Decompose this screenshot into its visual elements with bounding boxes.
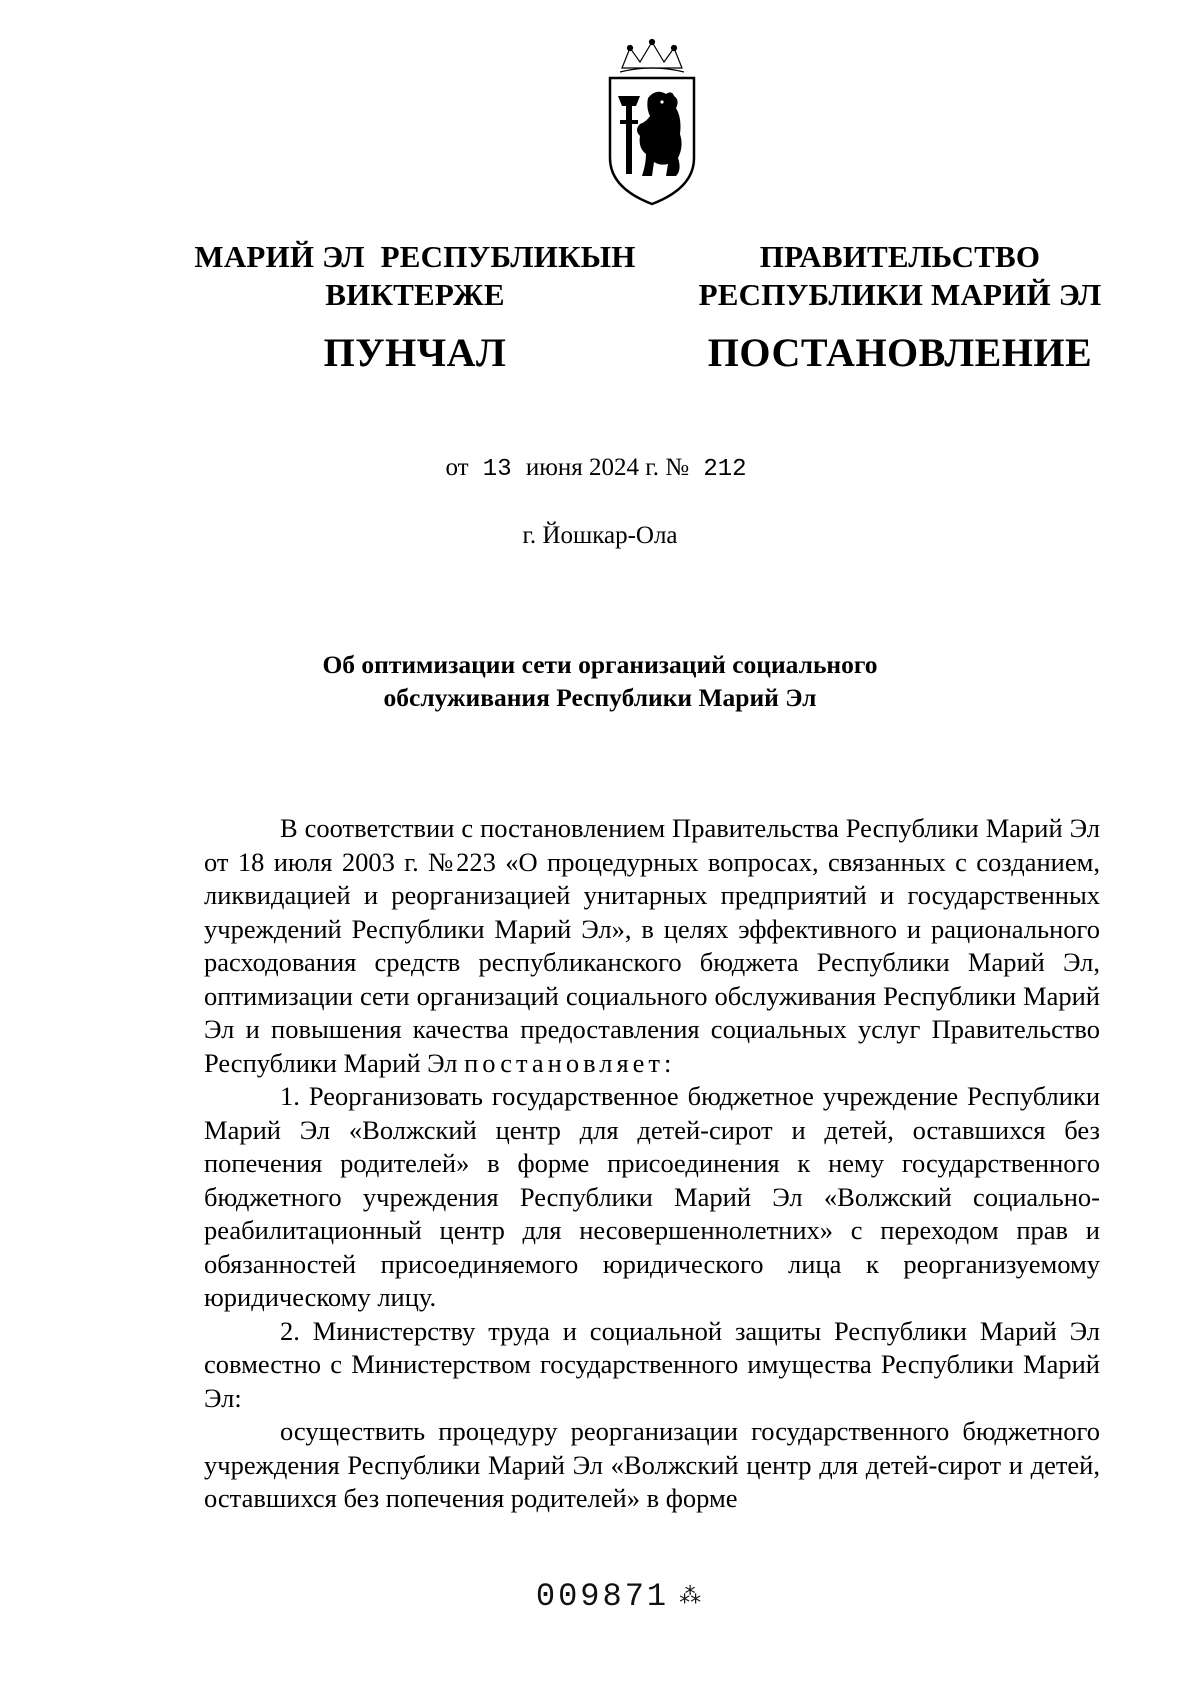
title-line2: обслуживания Республики Марий Эл (383, 683, 817, 712)
header-russian (680, 238, 1120, 378)
document-body (204, 812, 1100, 1516)
asterism-icon: ⁂ (679, 1584, 705, 1610)
serial-value: 009871 (535, 1578, 670, 1615)
date-day: 13 (482, 456, 512, 483)
date-prefix: от (445, 454, 469, 481)
document-date (300, 452, 900, 486)
header-left-doc-type: ПУНЧАЛ (323, 330, 507, 375)
document-number: 212 (703, 456, 747, 483)
paragraph-item-2: 2. Министерству труда и социальной защиты Республики Марий Эл совместно с Министерством государственного имущества Республики Марий Эл: (204, 1315, 1100, 1413)
preamble-resolves: постановляет: (464, 1047, 676, 1078)
mari-el-coat-of-arms-icon (600, 38, 704, 208)
serial-number (500, 1578, 740, 1615)
paragraph-preamble (204, 812, 1100, 1080)
title-line1: Об оптимизации сети организаций социального (322, 650, 878, 679)
paragraph-item-1: 1. Реорганизовать государственное бюджетное учреждение Республики Марий Эл «Волжский центр для детей-сирот и детей, оставшихся без попечения родителей» в форме присоединения к нему государственного бюджетного учреждения Республики Марий Эл «Волжский социально-реабилитационный центр для несовершеннолетних» с переходом прав и обязанностей присоединяемого юридического лица к реорганизуемому юридическому лицу. (204, 1081, 1100, 1312)
header-right-doc-type: ПОСТАНОВЛЕНИЕ (707, 330, 1093, 375)
header-left-line1: МАРИЙ ЭЛ РЕСПУБЛИКЫН (194, 239, 636, 274)
document-city: г. Йошкар-Ола (522, 522, 678, 549)
header-left-line2: ВИКТЕРЖЕ (325, 277, 505, 312)
document-title (260, 648, 940, 714)
header-right-line2: РЕСПУБЛИКИ МАРИЙ ЭЛ (698, 277, 1102, 312)
header-right-line1: ПРАВИТЕЛЬСТВО (759, 239, 1041, 274)
preamble-text: В соответствии с постановлением Правительства Республики Марий Эл от 18 июля 2003 г. №223 «О процедурных вопросах, связанных с созданием, ликвидацией и реорганизацией унитарных предприятий и государственных учреждений Республики Марий Эл», в целях эффективного и рационального расходования средств республиканского бюджета Республики Марий Эл, оптимизации сети организаций социального обслуживания Республики Марий Эл и повышения качества предоставления социальных услуг Правительство Республики Марий Эл (204, 813, 1100, 1078)
date-rest: июня 2024 г. № (525, 454, 690, 481)
header-mari (180, 238, 650, 378)
paragraph-item-2-sub: осуществить процедуру реорганизации государственного бюджетного учреждения Республики Марий Эл «Волжский центр для детей-сирот и детей, оставшихся без попечения родителей» в форме (204, 1416, 1100, 1513)
